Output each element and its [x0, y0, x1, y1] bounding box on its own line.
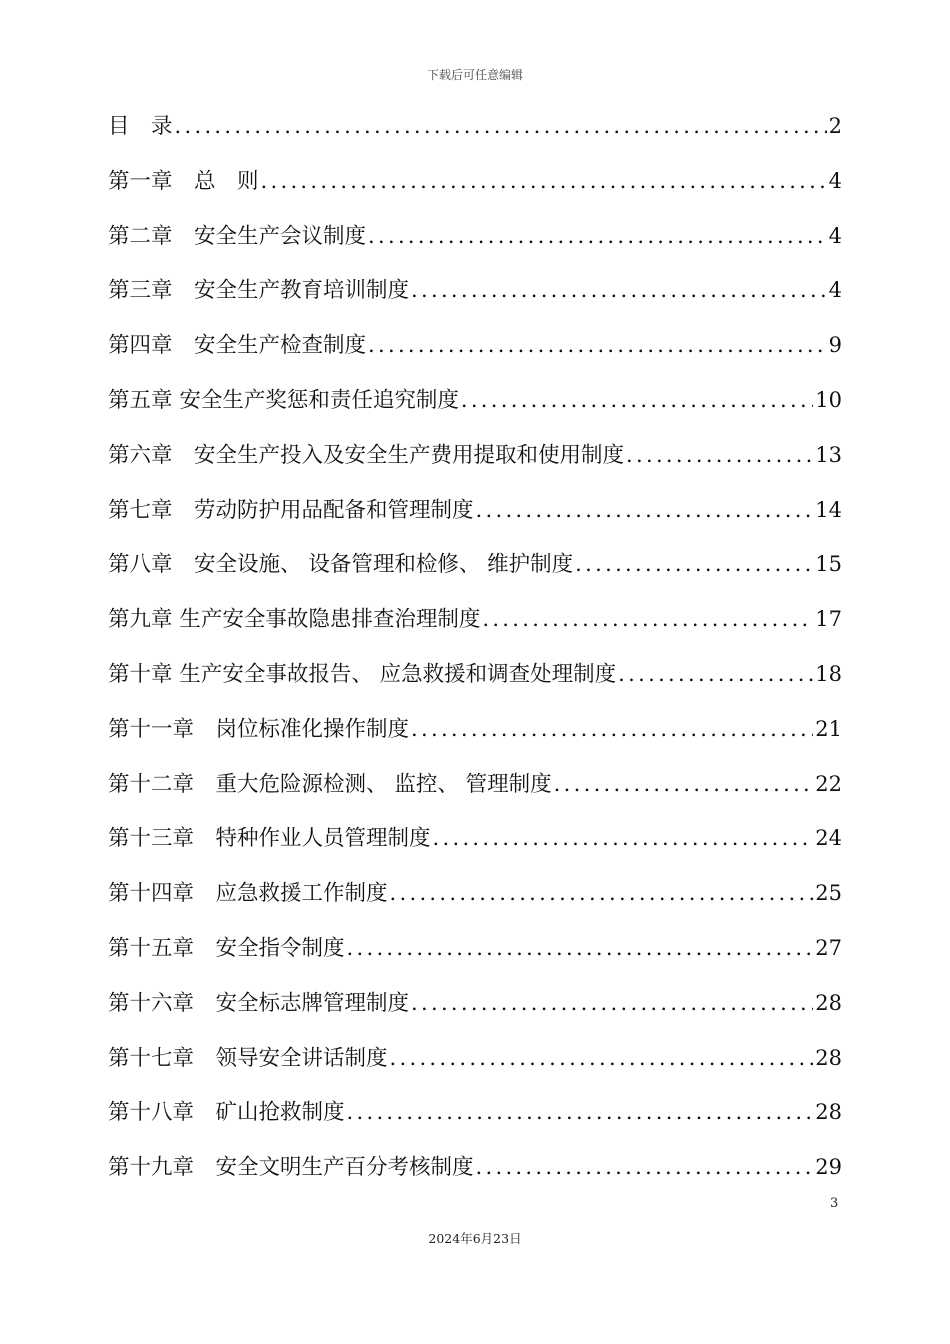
- toc-dot-leader: [626, 433, 813, 477]
- toc-entry-title: 第四章 安全生产检查制度: [108, 333, 367, 359]
- page-footer-date: 2024年6月23日: [428, 1231, 522, 1246]
- table-of-contents: [108, 104, 842, 1200]
- toc-entry-page-number: 4: [828, 223, 842, 248]
- toc-dot-leader: [476, 1145, 814, 1189]
- toc-entry-title: 第三章 安全生产教育培训制度: [108, 278, 410, 304]
- toc-entry[interactable]: [108, 707, 842, 762]
- toc-dot-leader: [411, 707, 813, 751]
- toc-entry-title: 第十三章 特种作业人员管理制度: [108, 826, 431, 852]
- toc-entry-title: 第十六章 安全标志牌管理制度: [108, 990, 410, 1016]
- toc-dot-leader: [461, 378, 813, 422]
- toc-entry-title: 第八章 安全设施、 设备管理和检修、 维护制度: [108, 552, 574, 578]
- toc-entry[interactable]: [108, 159, 842, 214]
- toc-entry[interactable]: [108, 268, 842, 323]
- toc-entry[interactable]: [108, 816, 842, 871]
- toc-entry-page-number: 21: [815, 716, 842, 741]
- toc-entry-page-number: 28: [815, 1045, 842, 1070]
- toc-dot-leader: [368, 323, 827, 367]
- toc-entry[interactable]: [108, 762, 842, 817]
- toc-entry-page-number: 28: [815, 1100, 842, 1125]
- toc-entry[interactable]: [108, 1145, 842, 1200]
- toc-entry[interactable]: [108, 926, 842, 981]
- page-number: 3: [830, 1196, 839, 1211]
- toc-entry-title: 第十一章 岗位标准化操作制度: [108, 716, 410, 742]
- toc-entry-title: 第十九章 安全文明生产百分考核制度: [108, 1155, 474, 1181]
- toc-dot-leader: [575, 542, 813, 586]
- toc-entry-page-number: 18: [815, 661, 842, 686]
- toc-entry-page-number: 28: [815, 990, 842, 1015]
- toc-entry[interactable]: [108, 433, 842, 488]
- toc-dot-leader: [347, 1090, 814, 1134]
- toc-dot-leader: [618, 652, 813, 696]
- toc-entry-page-number: 14: [815, 497, 842, 522]
- toc-entry[interactable]: [108, 214, 842, 269]
- toc-dot-leader: [175, 104, 827, 148]
- toc-entry[interactable]: [108, 488, 842, 543]
- toc-entry-page-number: 2: [828, 114, 842, 138]
- toc-dot-leader: [390, 1036, 814, 1080]
- toc-dot-leader: [411, 268, 827, 312]
- toc-entry-title: 第十四章 应急救援工作制度: [108, 881, 388, 907]
- toc-entry[interactable]: [108, 1036, 842, 1091]
- toc-entry-page-number: 27: [815, 935, 842, 960]
- toc-dot-leader: [476, 488, 814, 532]
- toc-dot-leader: [554, 762, 814, 806]
- toc-entry-page-number: 13: [815, 442, 842, 467]
- toc-entry[interactable]: [108, 597, 842, 652]
- toc-entry-title: 第五章 安全生产奖惩和责任追究制度: [108, 387, 459, 413]
- toc-entry-title: 第二章 安全生产会议制度: [108, 223, 367, 249]
- toc-entry-title: 第六章 安全生产投入及安全生产费用提取和使用制度: [108, 442, 625, 468]
- toc-dot-leader: [368, 214, 827, 258]
- toc-entry[interactable]: [108, 1090, 842, 1145]
- toc-entry[interactable]: [108, 104, 842, 159]
- toc-entry-page-number: 9: [828, 333, 842, 358]
- toc-entry-page-number: 15: [815, 552, 842, 577]
- toc-entry[interactable]: [108, 323, 842, 378]
- toc-entry[interactable]: [108, 542, 842, 597]
- toc-entry-title: 第十八章 矿山抢救制度: [108, 1100, 345, 1126]
- toc-dot-leader: [433, 816, 814, 860]
- toc-entry-title: 第十章 生产安全事故报告、 应急救援和调查处理制度: [108, 661, 617, 687]
- toc-entry-page-number: 22: [815, 771, 842, 796]
- toc-entry-title: 第十七章 领导安全讲话制度: [108, 1045, 388, 1071]
- toc-entry-title: 第九章 生产安全事故隐患排查治理制度: [108, 607, 481, 633]
- toc-entry-page-number: 17: [815, 607, 842, 632]
- toc-dot-leader: [347, 926, 814, 970]
- toc-entry[interactable]: [108, 652, 842, 707]
- toc-dot-leader: [261, 159, 827, 203]
- toc-entry-title: 第一章 总 则: [108, 168, 259, 194]
- toc-entry-page-number: 24: [815, 826, 842, 851]
- toc-entry-page-number: 4: [828, 278, 842, 303]
- toc-entry-page-number: 4: [828, 168, 842, 193]
- toc-dot-leader: [482, 597, 813, 641]
- toc-entry-title: 第十五章 安全指令制度: [108, 935, 345, 961]
- toc-entry[interactable]: [108, 981, 842, 1036]
- toc-entry-page-number: 29: [815, 1155, 842, 1180]
- toc-entry[interactable]: [108, 871, 842, 926]
- toc-entry-page-number: 25: [815, 881, 842, 906]
- toc-entry[interactable]: [108, 378, 842, 433]
- page-header: 下载后可任意编辑: [426, 68, 523, 82]
- toc-entry-title: 第十二章 重大危险源检测、 监控、 管理制度: [108, 771, 552, 797]
- toc-entry-title: 第七章 劳动防护用品配备和管理制度: [108, 497, 474, 523]
- toc-dot-leader: [390, 871, 814, 915]
- toc-entry-title: 目 录: [108, 114, 173, 139]
- toc-dot-leader: [411, 981, 813, 1025]
- toc-entry-page-number: 10: [815, 387, 842, 412]
